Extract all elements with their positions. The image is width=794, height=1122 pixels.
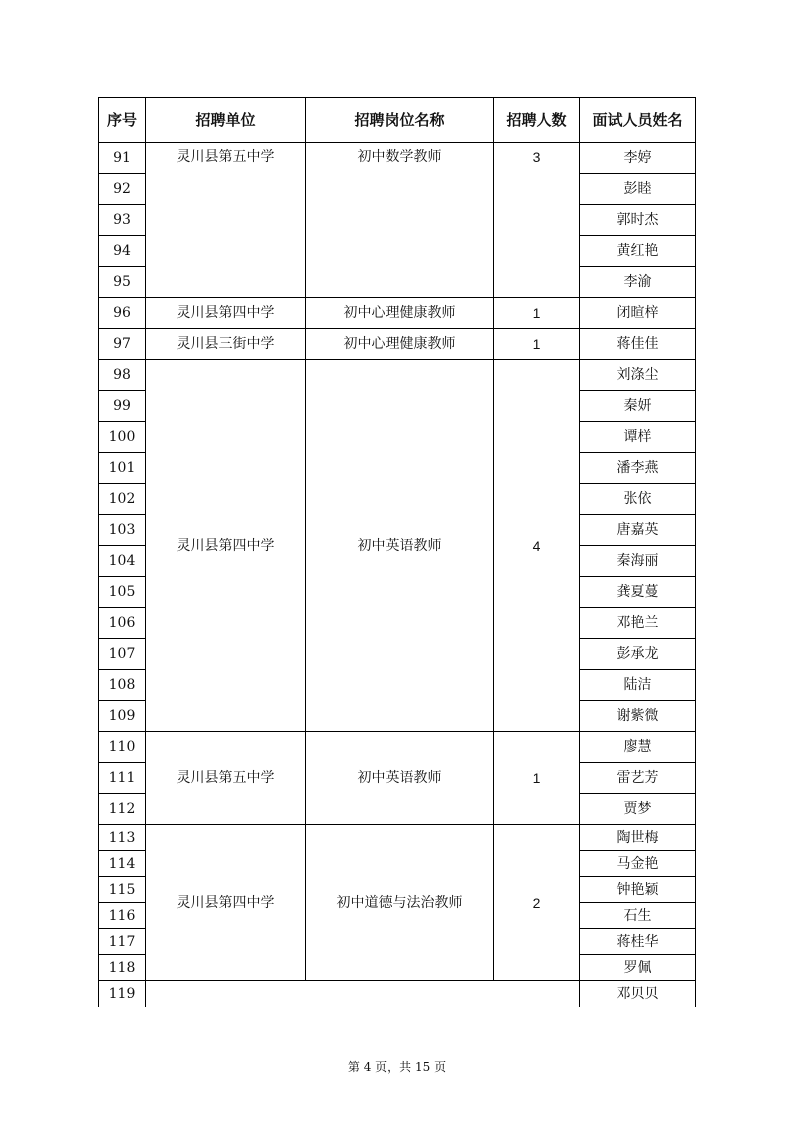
header-count: 招聘人数 — [494, 98, 580, 143]
table-row — [99, 298, 696, 329]
cell-count: 4 — [494, 360, 580, 732]
cell-unit — [146, 981, 306, 1007]
cell-seq: 92 — [99, 174, 146, 205]
table-row — [99, 143, 696, 174]
cell-applicant-name: 彭睦 — [580, 174, 696, 205]
cell-seq: 119 — [99, 981, 146, 1007]
cell-position: 初中心理健康教师 — [306, 329, 494, 360]
cell-seq: 102 — [99, 484, 146, 515]
cell-applicant-name: 闭暄梓 — [580, 298, 696, 329]
cell-applicant-name: 贾梦 — [580, 794, 696, 825]
header-seq: 序号 — [99, 98, 146, 143]
cell-count: 1 — [494, 732, 580, 825]
cell-applicant-name: 谢紫微 — [580, 701, 696, 732]
cell-count: 3 — [494, 143, 580, 298]
cell-seq: 99 — [99, 391, 146, 422]
cell-applicant-name: 唐嘉英 — [580, 515, 696, 546]
cell-seq: 108 — [99, 670, 146, 701]
table-row — [99, 732, 696, 763]
table-row — [99, 825, 696, 851]
cell-applicant-name: 谭样 — [580, 422, 696, 453]
cell-applicant-name: 廖慧 — [580, 732, 696, 763]
cell-count: 2 — [494, 825, 580, 981]
cell-applicant-name: 罗佩 — [580, 955, 696, 981]
cell-count — [494, 981, 580, 1007]
cell-count: 1 — [494, 329, 580, 360]
cell-applicant-name: 陆洁 — [580, 670, 696, 701]
cell-applicant-name: 彭承龙 — [580, 639, 696, 670]
cell-seq: 100 — [99, 422, 146, 453]
cell-applicant-name: 邓贝贝 — [580, 981, 696, 1007]
cell-seq: 101 — [99, 453, 146, 484]
cell-applicant-name: 秦海丽 — [580, 546, 696, 577]
cell-seq: 117 — [99, 929, 146, 955]
cell-applicant-name: 黄红艳 — [580, 236, 696, 267]
cell-seq: 104 — [99, 546, 146, 577]
cell-seq: 94 — [99, 236, 146, 267]
cell-seq: 118 — [99, 955, 146, 981]
table-row — [99, 981, 696, 1007]
cell-applicant-name: 张依 — [580, 484, 696, 515]
cell-position: 初中英语教师 — [306, 360, 494, 732]
cell-position: 初中心理健康教师 — [306, 298, 494, 329]
cell-seq: 112 — [99, 794, 146, 825]
cell-seq: 107 — [99, 639, 146, 670]
cell-position: 初中英语教师 — [306, 732, 494, 825]
cell-seq: 111 — [99, 763, 146, 794]
cell-applicant-name: 陶世梅 — [580, 825, 696, 851]
cell-seq: 93 — [99, 205, 146, 236]
cell-applicant-name: 马金艳 — [580, 851, 696, 877]
header-position: 招聘岗位名称 — [306, 98, 494, 143]
cell-seq: 114 — [99, 851, 146, 877]
cell-seq: 113 — [99, 825, 146, 851]
cell-position: 初中数学教师 — [306, 143, 494, 298]
cell-applicant-name: 潘李燕 — [580, 453, 696, 484]
table-row — [99, 360, 696, 391]
cell-unit: 灵川县第四中学 — [146, 298, 306, 329]
cell-count: 1 — [494, 298, 580, 329]
cell-position: 初中道德与法治教师 — [306, 825, 494, 981]
cell-applicant-name: 邓艳兰 — [580, 608, 696, 639]
cell-applicant-name: 蒋佳佳 — [580, 329, 696, 360]
cell-unit: 灵川县第四中学 — [146, 825, 306, 981]
cell-applicant-name: 蒋桂华 — [580, 929, 696, 955]
applicant-table — [98, 97, 696, 1007]
cell-seq: 116 — [99, 903, 146, 929]
cell-applicant-name: 李渝 — [580, 267, 696, 298]
cell-applicant-name: 李婷 — [580, 143, 696, 174]
cell-seq: 103 — [99, 515, 146, 546]
header-name: 面试人员姓名 — [580, 98, 696, 143]
cell-applicant-name: 龚夏蔓 — [580, 577, 696, 608]
cell-unit: 灵川县第五中学 — [146, 143, 306, 298]
cell-seq: 91 — [99, 143, 146, 174]
cell-unit: 灵川县第四中学 — [146, 360, 306, 732]
cell-seq: 106 — [99, 608, 146, 639]
header-unit: 招聘单位 — [146, 98, 306, 143]
cell-seq: 115 — [99, 877, 146, 903]
cell-seq: 97 — [99, 329, 146, 360]
cell-unit: 灵川县三街中学 — [146, 329, 306, 360]
cell-seq: 109 — [99, 701, 146, 732]
cell-applicant-name: 秦妍 — [580, 391, 696, 422]
table-body — [99, 143, 696, 1007]
cell-seq: 105 — [99, 577, 146, 608]
cell-position — [306, 981, 494, 1007]
cell-applicant-name: 郭时杰 — [580, 205, 696, 236]
page-footer: 第 4 页，共 15 页 — [347, 1060, 447, 1074]
cell-seq: 96 — [99, 298, 146, 329]
cell-applicant-name: 雷艺芳 — [580, 763, 696, 794]
table-row — [99, 329, 696, 360]
cell-seq: 95 — [99, 267, 146, 298]
cell-applicant-name: 石生 — [580, 903, 696, 929]
table-header-row — [99, 98, 696, 143]
cell-applicant-name: 钟艳颖 — [580, 877, 696, 903]
cell-applicant-name: 刘涤尘 — [580, 360, 696, 391]
cell-seq: 110 — [99, 732, 146, 763]
cell-seq: 98 — [99, 360, 146, 391]
cell-unit: 灵川县第五中学 — [146, 732, 306, 825]
